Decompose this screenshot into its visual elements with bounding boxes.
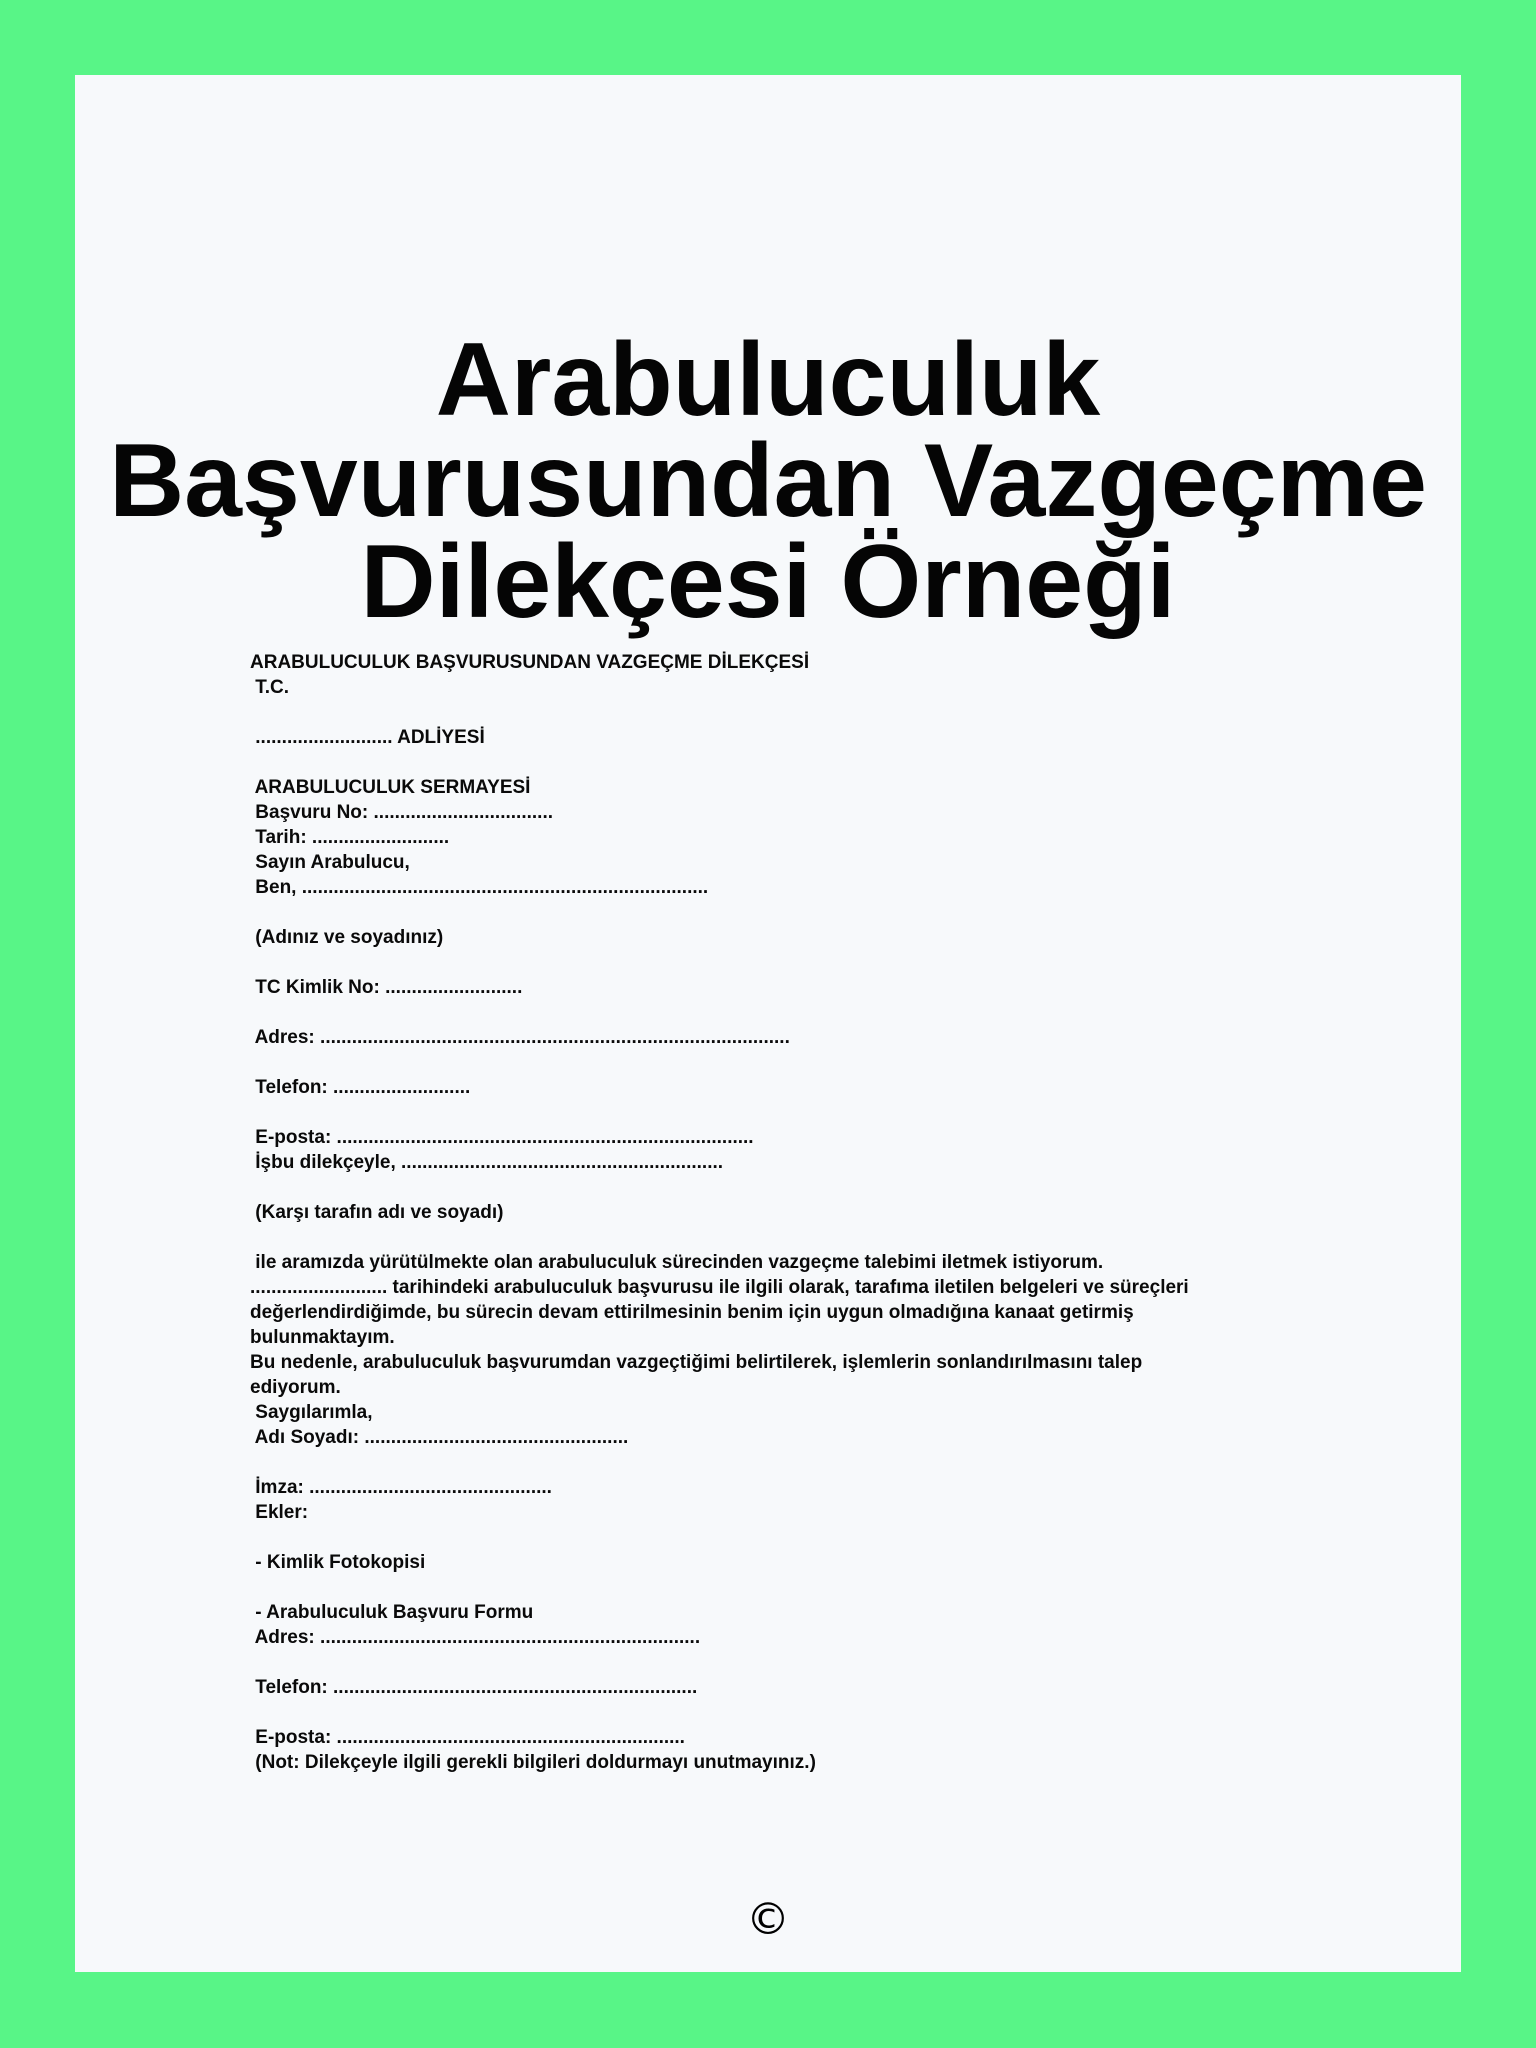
letter-line: .......................... ADLİYESİ (250, 727, 485, 748)
blank-line (250, 1100, 1350, 1125)
blank-line (250, 1175, 1350, 1200)
letter-line: Telefon: ..................................................................... (250, 1677, 698, 1698)
blank-line (250, 700, 1350, 725)
letter-line: İmza: .............................................. (250, 1477, 552, 1498)
letter-line: (Adınız ve soyadınız) (250, 927, 444, 948)
blank-line (250, 1575, 1350, 1600)
letter-line: Bu nedenle, arabuluculuk başvurumdan vazgeçtiğimi belirtilerek, işlemlerin sonlandırılmasını talep (250, 1352, 1143, 1373)
letter-line: E-posta: ............................................................................... (250, 1127, 754, 1148)
letter-line: Ben, ............................................................................. (250, 877, 709, 898)
letter-line: değerlendirdiğimde, bu sürecin devam ettirilmesinin benim için uygun olmadığına kanaat getirmiş (250, 1302, 1134, 1323)
letter-line: Telefon: .......................... (250, 1077, 471, 1098)
copyright-icon: © (746, 1894, 790, 1945)
letter-line: bulunmaktayım. (250, 1327, 395, 1348)
petition-body (250, 650, 1350, 1775)
title-line-3: Dilekçesi Örneği (360, 524, 1176, 640)
page-title (75, 322, 1461, 640)
letter-line: TC Kimlik No: .......................... (250, 977, 523, 998)
letter-line: ile aramızda yürütülmekte olan arabuluculuk sürecinden vazgeçme talebimi iletmek istiyorum. (250, 1252, 1104, 1273)
letter-line: T.C. (250, 677, 290, 698)
letter-line: ARABULUCULUK SERMAYESİ (250, 777, 531, 798)
title-line-1: Arabuluculuk (435, 322, 1101, 438)
letter-line: Adres: ......................................................................................... (250, 1027, 790, 1048)
letter-line: (Not: Dilekçeyle ilgili gerekli bilgileri doldurmayı unutmayınız.) (250, 1752, 816, 1773)
blank-line (250, 1700, 1350, 1725)
blank-line (250, 950, 1350, 975)
letter-line: Saygılarımla, (250, 1402, 373, 1423)
letter-line: İşbu dilekçeyle, ............................................................. (250, 1152, 724, 1173)
letter-line: ARABULUCULUK BAŞVURUSUNDAN VAZGEÇME DİLEKÇESİ (250, 652, 810, 673)
blank-line (250, 1050, 1350, 1075)
letter-line: Adı Soyadı: .................................................. (250, 1427, 629, 1448)
letter-line: ediyorum. (250, 1377, 341, 1398)
blank-line (250, 1525, 1350, 1550)
letter-line: Tarih: .......................... (250, 827, 450, 848)
document-sheet (75, 75, 1461, 1972)
letter-line: - Arabuluculuk Başvuru Formu (250, 1602, 534, 1623)
letter-line: Adres: ........................................................................ (250, 1627, 701, 1648)
blank-line (250, 1225, 1350, 1250)
letter-line: - Kimlik Fotokopisi (250, 1552, 426, 1573)
letter-line: Sayın Arabulucu, (250, 852, 410, 873)
blank-line (250, 750, 1350, 775)
blank-line (250, 1450, 1350, 1475)
letter-line: Ekler: (250, 1502, 309, 1523)
blank-line (250, 1000, 1350, 1025)
letter-line: Başvuru No: .................................. (250, 802, 553, 823)
letter-line: .......................... tarihindeki arabuluculuk başvurusu ile ilgili olarak, tarafıma iletilen belgeleri ve süreçleri (250, 1277, 1189, 1298)
title-line-2: Başvurusundan Vazgeçme (109, 423, 1427, 539)
letter-line: E-posta: .................................................................. (250, 1727, 685, 1748)
letter-line: (Karşı tarafın adı ve soyadı) (250, 1202, 504, 1223)
blank-line (250, 1650, 1350, 1675)
blank-line (250, 900, 1350, 925)
